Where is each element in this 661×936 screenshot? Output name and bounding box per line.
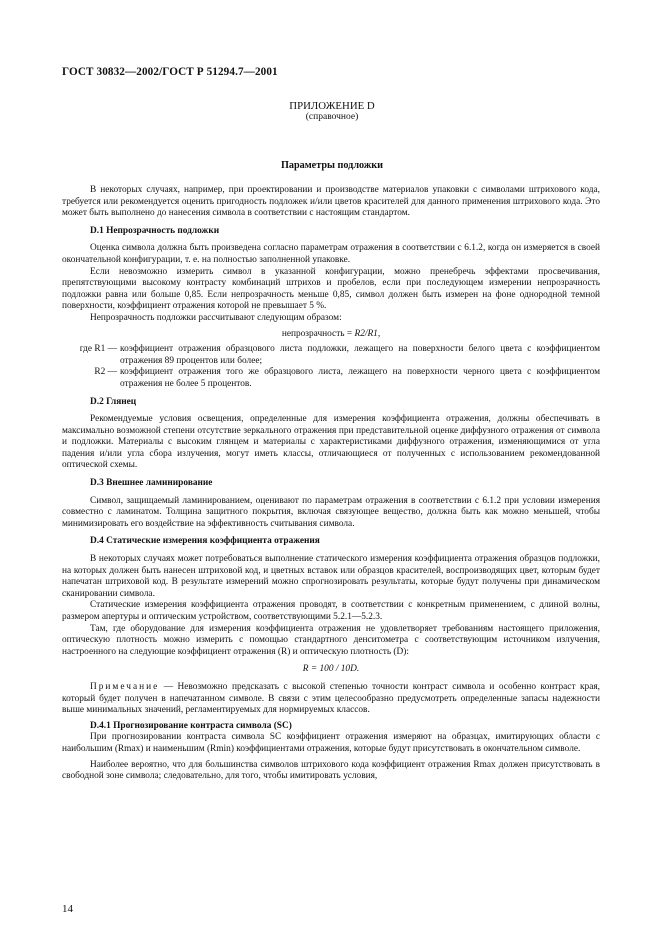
d1-paragraph-1: Оценка символа должна быть произведена согласно параметрам отражения в соответствии с 6.1.2, когда он измеряется в своей окончательной конфигурации, т. е. на полностью заполненной упаковке. [62,243,600,265]
def-r1-text: коэффициент отражения образцового листа подложки, лежащего на поверхности белого цвета с коэффициентом отражения 89 процентов или более; [120,344,600,366]
def-r1-term: где R1 — [79,344,117,355]
heading-d1: D.1 Непрозрачность подложки [90,225,220,236]
appendix-subtitle: (справочное) [305,112,359,122]
note-label: Примечание [90,681,160,692]
d3-paragraph-1: Символ, защищаемый ламинированием, оценивают по параметрам отражения в соответствии с 6.1.2 при условии измерения совместно с ламинатом. Толщина защитного покрытия, включая связующее вещество, должна быть как можно меньшей, чтобы минимизировать его воздействие на эффективность считывания символа. [62,495,600,529]
heading-d2: D.2 Глянец [90,396,137,407]
page-number: 14 [62,903,73,915]
d41-paragraph-2: Наиболее вероятно, что для большинства символов штрихового кода коэффициент отражения Rmax должен присутствовать в свободной зоне символа; следовательно, для того, чтобы имитировать условия, [62,759,600,782]
opacity-formula [62,329,600,341]
d1-paragraph-3: Непрозрачность подложки рассчитывают следующим образом: [90,312,342,323]
formula-expression: R2/R1, [354,328,381,339]
section-title: Параметры подложки [280,160,384,171]
d4-paragraph-3: Там, где оборудование для измерения коэффициента отражения не удовлетворяет требованиям настоящего приложения, оптическую плотность можно измерить с помощью стандартного денситометра с соответствующим источником излучения, настроенного на следующие коэффициент отражения (R) и оптическую плотность (D): [62,623,600,657]
intro-paragraph: В некоторых случаях, например, при проектировании и производстве материалов упаковки с символами штрихового кода, требуется или рекомендуется оценить пригодность подложек и/или цветов красителей для данного применения штрихового кода. Это может быть выполнено до нанесения символа в соответствии с настоящим стандартом. [62,185,600,219]
def-r2-term: R2 — [94,367,117,378]
d1-paragraph-2: Если невозможно измерить символ в указанной конфигурации, можно пренебречь эффектами просвечивания, препятствующими высокому контрасту комбинаций штрихов и пробелов, если при последующем измерении непрозрачность подложки равна или больше 0,85. Если непрозрачность меньше 0,85, символ должен быть измерен на фоне однородной темной поверхности, коэффициент отражения которой не превышает 5 %. [62,266,600,312]
def-r2-text: коэффициент отражения того же образцового листа, лежащего на поверхности черного цвета с коэффициентом отражения не более 5 процентов. [120,367,600,389]
document-body [62,185,600,783]
formula-text: непрозрачность = [281,328,355,339]
appendix-title: ПРИЛОЖЕНИЕ D [289,100,375,112]
heading-d4: D.4 Статические измерения коэффициента отражения [90,536,320,547]
d4-note [62,682,600,717]
density-formula: R = 100 / 10D. [302,664,360,675]
d4-paragraph-1: В некоторых случаях может потребоваться выполнение статического измерения коэффициента отражения образцов подложки, на которых должен быть нанесен штриховой код, и цветных вставок или образцов красителей, воспроизводящих цвет, которым будет напечатан штриховой код. В результате измерений можно спрогнозировать результаты, которые будут получены при динамическом сканировании символа. [62,554,600,599]
d41-paragraph-1: При прогнозировании контраста символа SC коэффициент отражения измеряют на образцах, имитирующих области с наибольшим (Rmax) и наименьшим (Rmin) коэффициентами отражения, которые будут присутствовать в окончательном символе. [62,732,600,754]
heading-d41: D.4.1 Прогнозирование контраста символа (SC) [90,720,292,731]
note-text: — Невозможно предсказать с высокой степенью точности контраст символа и особенно контраст края, который будет получен в напечатанном символе. В связи с этим целесообразно предусмотреть определенные запасы надежности выше минимальных значений, регламентируемых для нормируемых классов. [62,681,600,716]
document-header: ГОСТ 30832—2002/ГОСТ Р 51294.7—2001 [62,66,278,78]
d4-paragraph-2: Статические измерения коэффициента отражения проводят, в соответствии с конкретным применением, с длиной волны, размером апертуры и оптическим устройством, соответствующими 5.2.1—5.2.3. [62,600,600,622]
d2-paragraph-1: Рекомендуемые условия освещения, определенные для измерения коэффициента отражения, должны обеспечивать в максимально возможной степени отсутствие зеркального отражения при представительной оценке диффузного отражения от символа и подложки. Материалы с высоким глянцем и материалы с характеристиками диффузного отражения, изменяющимися от угла падения и/или угла сбора излучения, могут иметь классы, отличающиеся от полученных с использованием рекомендованной оптической схемы. [62,414,600,471]
heading-d3: D.3 Внешнее ламинирование [90,478,213,489]
definitions-list [62,344,600,390]
